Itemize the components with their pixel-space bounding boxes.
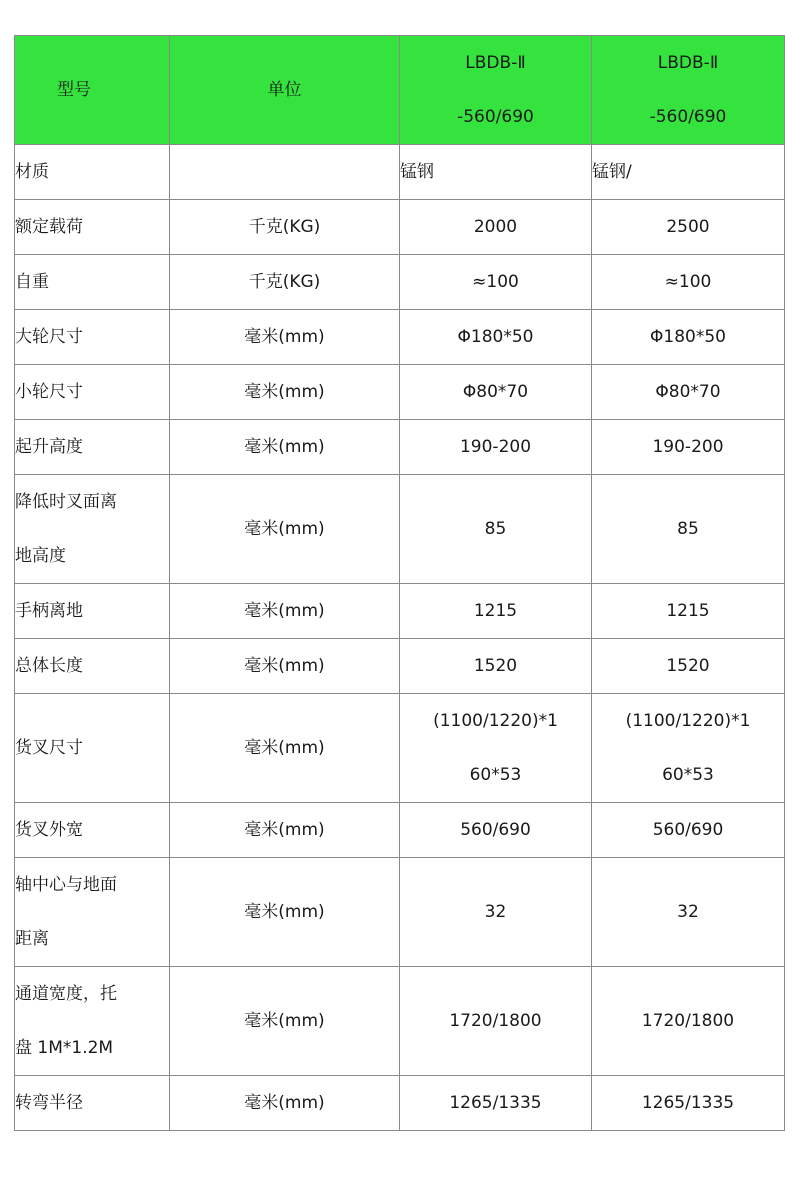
value-cell-model-2 xyxy=(592,420,785,475)
value-cell-model-1-line: 190-200 xyxy=(459,437,532,457)
value-cell-model-2 xyxy=(592,694,785,803)
unit-cell: 毫米(mm) xyxy=(170,584,400,639)
param-cell xyxy=(15,145,170,200)
table-row xyxy=(15,200,785,255)
value-cell-model-1 xyxy=(400,255,592,310)
param-cell-line: 盘 1M*1.2M xyxy=(15,1038,114,1058)
value-cell-model-1 xyxy=(400,420,592,475)
table-row xyxy=(15,803,785,858)
param-cell-line: 额定载荷 xyxy=(15,217,83,237)
value-cell-model-2 xyxy=(592,639,785,694)
param-cell-line: 地高度 xyxy=(15,546,66,566)
value-cell-model-2-line: 85 xyxy=(677,519,699,539)
header-model-2-line: -560/690 xyxy=(649,107,727,127)
param-cell xyxy=(15,255,170,310)
param-cell xyxy=(15,967,170,1076)
value-cell-model-2 xyxy=(592,145,785,200)
value-cell-model-1-line: 560/690 xyxy=(460,820,531,840)
value-cell-model-2 xyxy=(592,365,785,420)
unit-cell: 毫米(mm) xyxy=(170,475,400,584)
param-cell-line: 降低时叉面离 xyxy=(15,492,117,512)
header-model-2 xyxy=(592,36,785,145)
param-cell xyxy=(15,200,170,255)
value-cell-model-2 xyxy=(592,200,785,255)
param-cell-line: 大轮尺寸 xyxy=(15,327,83,347)
param-cell xyxy=(15,1076,170,1131)
unit-cell xyxy=(170,145,400,200)
value-cell-model-2-line: 190-200 xyxy=(652,437,724,457)
value-cell-model-1 xyxy=(400,639,592,694)
value-cell-model-2 xyxy=(592,858,785,967)
table-row xyxy=(15,639,785,694)
value-cell-model-2-line: 1215 xyxy=(666,601,710,621)
value-cell-model-1 xyxy=(400,584,592,639)
value-cell-model-2-line: 1265/1335 xyxy=(641,1093,735,1113)
value-cell-model-1 xyxy=(400,803,592,858)
value-cell-model-2-line: Φ80*70 xyxy=(655,382,721,402)
table-row xyxy=(15,420,785,475)
value-cell-model-2-line: 60*53 xyxy=(662,765,714,785)
value-cell-model-1-line: Φ180*50 xyxy=(457,327,534,347)
value-cell-model-1 xyxy=(400,145,592,200)
value-cell-model-1-line: 1265/1335 xyxy=(449,1093,542,1113)
unit-cell: 毫米(mm) xyxy=(170,420,400,475)
value-cell-model-2-line: 32 xyxy=(677,902,699,922)
table-row xyxy=(15,584,785,639)
value-cell-model-1-line: 85 xyxy=(484,519,507,539)
param-cell xyxy=(15,365,170,420)
value-cell-model-1 xyxy=(400,694,592,803)
param-cell xyxy=(15,584,170,639)
table-row xyxy=(15,858,785,967)
header-model-1-line: -560/690 xyxy=(457,107,534,127)
unit-cell: 毫米(mm) xyxy=(170,858,400,967)
value-cell-model-1-line: ≈100 xyxy=(472,272,519,292)
header-param: 型号 xyxy=(15,36,170,145)
unit-cell: 千克(KG) xyxy=(170,255,400,310)
table-row xyxy=(15,694,785,803)
param-cell xyxy=(15,310,170,365)
value-cell-model-1-line: 2000 xyxy=(473,217,518,237)
param-cell-line: 手柄离地 xyxy=(15,601,83,621)
value-cell-model-2-line: 2500 xyxy=(666,217,710,237)
table-row xyxy=(15,475,785,584)
value-cell-model-1-line: 1720/1800 xyxy=(449,1011,542,1031)
spec-table xyxy=(14,35,785,1131)
param-cell-line: 转弯半径 xyxy=(15,1093,83,1113)
value-cell-model-1-line: 锰钢 xyxy=(400,162,434,182)
value-cell-model-2 xyxy=(592,803,785,858)
param-cell-line: 总体长度 xyxy=(15,656,83,676)
value-cell-model-2-line: 1720/1800 xyxy=(641,1011,735,1031)
unit-cell: 千克(KG) xyxy=(170,200,400,255)
value-cell-model-1-line: Φ80*70 xyxy=(462,382,529,402)
value-cell-model-1 xyxy=(400,365,592,420)
unit-cell: 毫米(mm) xyxy=(170,639,400,694)
value-cell-model-1 xyxy=(400,475,592,584)
value-cell-model-2-line: 1520 xyxy=(666,656,710,676)
table-row xyxy=(15,310,785,365)
header-unit: 单位 xyxy=(170,36,400,145)
param-cell xyxy=(15,694,170,803)
param-cell-line: 自重 xyxy=(15,272,49,292)
header-row xyxy=(15,36,785,145)
unit-cell: 毫米(mm) xyxy=(170,803,400,858)
value-cell-model-2 xyxy=(592,1076,785,1131)
table-row xyxy=(15,145,785,200)
value-cell-model-2-line: 560/690 xyxy=(652,820,724,840)
table-row xyxy=(15,1076,785,1131)
table-row xyxy=(15,365,785,420)
value-cell-model-2 xyxy=(592,255,785,310)
param-cell xyxy=(15,420,170,475)
table-row xyxy=(15,967,785,1076)
param-cell xyxy=(15,639,170,694)
value-cell-model-2 xyxy=(592,967,785,1076)
param-cell-line: 货叉尺寸 xyxy=(15,738,83,758)
header-model-2-line: LBDB-Ⅱ xyxy=(657,53,719,73)
value-cell-model-1 xyxy=(400,858,592,967)
param-cell-line: 货叉外宽 xyxy=(15,820,83,840)
unit-cell: 毫米(mm) xyxy=(170,967,400,1076)
header-model-1 xyxy=(400,36,592,145)
unit-cell: 毫米(mm) xyxy=(170,310,400,365)
value-cell-model-2 xyxy=(592,310,785,365)
param-cell-line: 距离 xyxy=(15,929,49,949)
value-cell-model-1-line: 32 xyxy=(484,902,507,922)
value-cell-model-1 xyxy=(400,310,592,365)
value-cell-model-2-line: 锰钢/ xyxy=(592,162,632,182)
unit-cell: 毫米(mm) xyxy=(170,694,400,803)
value-cell-model-1-line: 60*53 xyxy=(469,765,522,785)
value-cell-model-1 xyxy=(400,200,592,255)
unit-cell: 毫米(mm) xyxy=(170,365,400,420)
value-cell-model-2-line: ≈100 xyxy=(664,272,712,292)
value-cell-model-1-line: (1100/1220)*1 xyxy=(433,711,558,731)
value-cell-model-1-line: 1520 xyxy=(473,656,518,676)
param-cell-line: 通道宽度，托 xyxy=(15,984,117,1004)
param-cell xyxy=(15,858,170,967)
value-cell-model-2-line: Φ180*50 xyxy=(650,327,726,347)
param-cell-line: 材质 xyxy=(15,162,49,182)
table-row xyxy=(15,255,785,310)
param-cell xyxy=(15,475,170,584)
value-cell-model-1 xyxy=(400,967,592,1076)
param-cell xyxy=(15,803,170,858)
header-model-1-line: LBDB-Ⅱ xyxy=(465,53,526,73)
value-cell-model-2-line: (1100/1220)*1 xyxy=(625,711,751,731)
unit-cell: 毫米(mm) xyxy=(170,1076,400,1131)
param-cell-line: 轴中心与地面 xyxy=(15,875,117,895)
spec-sheet xyxy=(14,35,784,1131)
value-cell-model-2 xyxy=(592,584,785,639)
param-cell-line: 起升高度 xyxy=(15,437,83,457)
value-cell-model-1-line: 1215 xyxy=(473,601,518,621)
value-cell-model-2 xyxy=(592,475,785,584)
value-cell-model-1 xyxy=(400,1076,592,1131)
param-cell-line: 小轮尺寸 xyxy=(15,382,83,402)
